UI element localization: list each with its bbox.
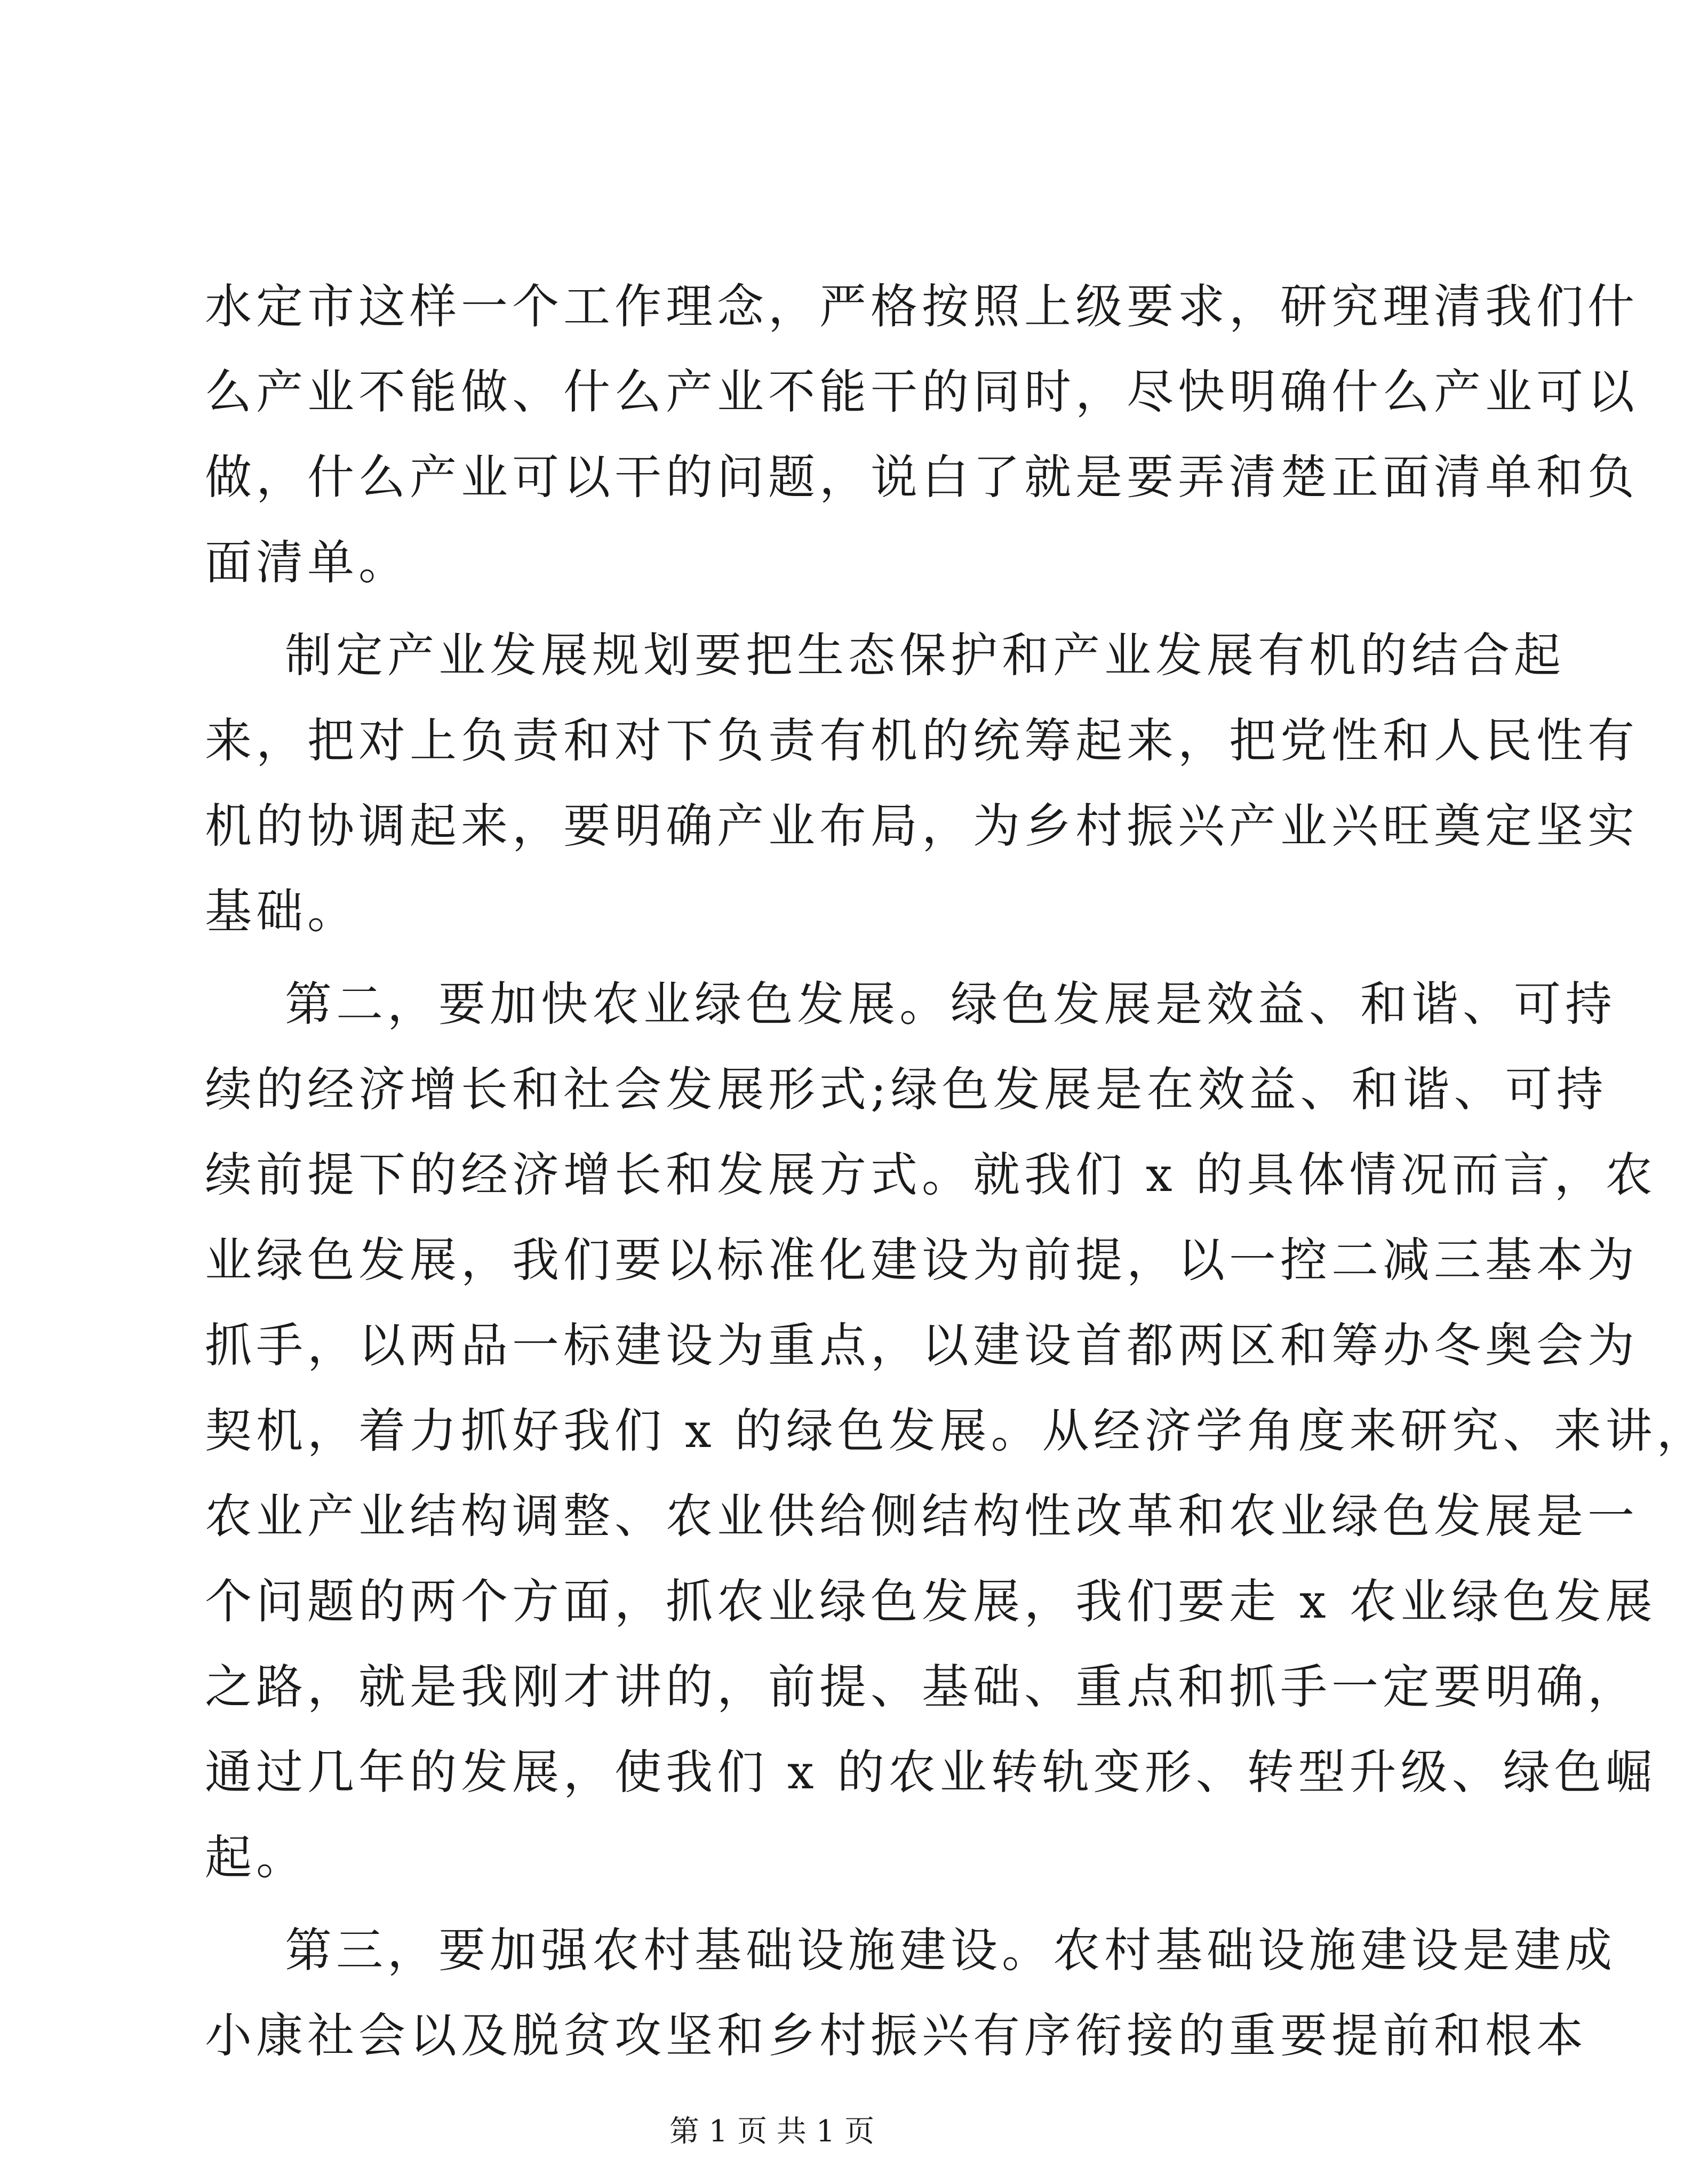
text-line: 基础。 <box>205 884 359 939</box>
paragraph-first-line: 第二，要加快农业绿色发展。绿色发展是效益、和谐、可持 <box>285 977 1617 1031</box>
text-line: 起。 <box>205 1830 308 1885</box>
text-line: 做，什么产业可以干的问题，说白了就是要弄清楚正面清单和负 <box>205 450 1639 505</box>
text-line: 续的经济增长和社会发展形式;绿色发展是在效益、和谐、可持 <box>205 1062 1608 1117</box>
text-line: 农业产业结构调整、农业供给侧结构性改革和农业绿色发展是一 <box>205 1489 1639 1544</box>
text-line: 契机，着力抓好我们 x 的绿色发展。从经济学角度来研究、来讲， <box>205 1403 1708 1458</box>
text-line: 么产业不能做、什么产业不能干的同时，尽快明确什么产业可以 <box>205 364 1639 419</box>
text-line: 抓手，以两品一标建设为重点，以建设首都两区和筹办冬奥会为 <box>205 1318 1639 1373</box>
text-line: 通过几年的发展，使我们 x 的农业转轨变形、转型升级、绿色崛 <box>205 1745 1657 1800</box>
text-line: 业绿色发展，我们要以标准化建设为前提，以一控二减三基本为 <box>205 1233 1639 1288</box>
text-line: 机的协调起来，要明确产业布局，为乡村振兴产业兴旺奠定坚实 <box>205 798 1639 853</box>
text-line: 小康社会以及脱贫攻坚和乡村振兴有序衔接的重要提前和根本 <box>205 2008 1588 2063</box>
paragraph-first-line: 制定产业发展规划要把生态保护和产业发展有机的结合起 <box>285 628 1566 683</box>
paragraph-first-line: 第三，要加强农村基础设施建设。农村基础设施建设是建成 <box>285 1923 1617 1978</box>
text-line: 续前提下的经济增长和发展方式。就我们 x 的具体情况而言，农 <box>205 1147 1657 1202</box>
page-number-footer: 第 1 页 共 1 页 <box>669 2114 875 2149</box>
text-line: 个问题的两个方面，抓农业绿色发展，我们要走 x 农业绿色发展 <box>205 1574 1657 1629</box>
text-line: 之路，就是我刚才讲的，前提、基础、重点和抓手一定要明确， <box>205 1659 1639 1714</box>
text-line: 水定市这样一个工作理念，严格按照上级要求，研究理清我们什 <box>205 279 1639 334</box>
text-line: 面清单。 <box>205 535 410 590</box>
text-line: 来，把对上负责和对下负责有机的统筹起来，把党性和人民性有 <box>205 713 1639 768</box>
